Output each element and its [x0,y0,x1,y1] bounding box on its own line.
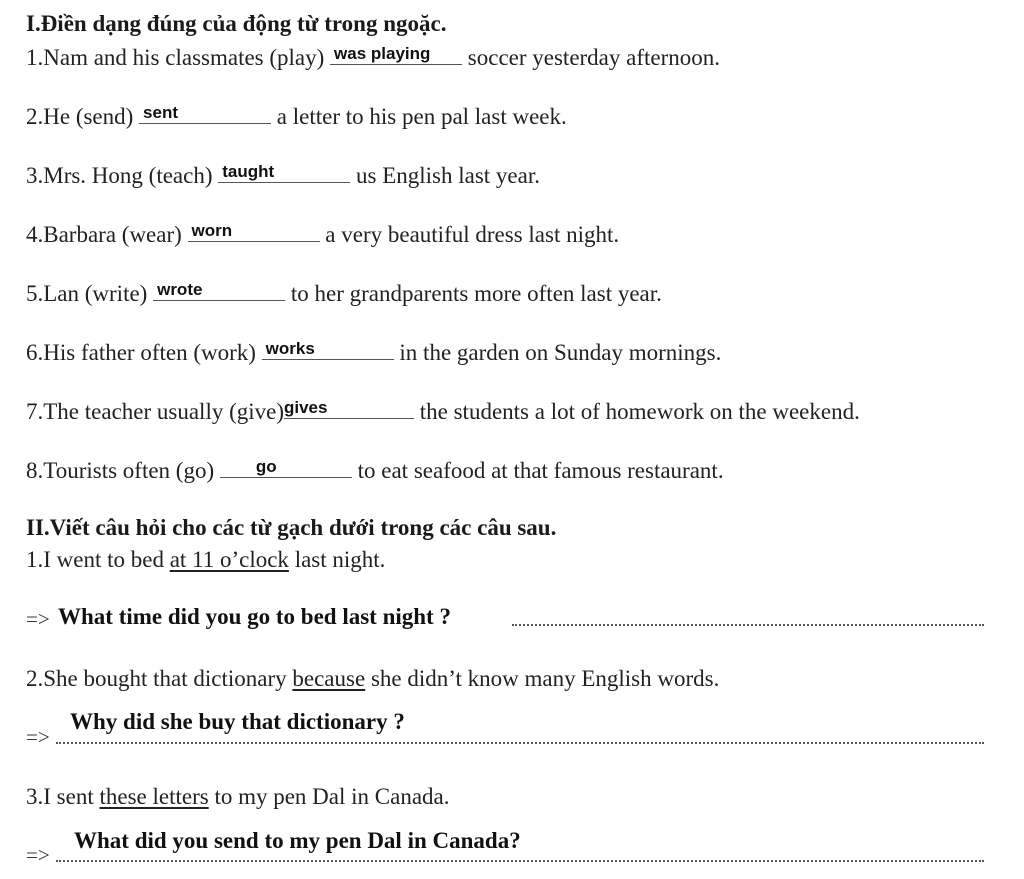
q1-underlined-phrase: at 11 o’clock [169,547,289,572]
exercise-1-item-4 [26,219,619,250]
q2-underlined-phrase: because [292,666,366,691]
item-5-prompt: 5.Lan (write) [26,281,154,306]
q2-answer: Why did she buy that dictionary ? [70,709,405,734]
q2-arrow: => [26,725,50,749]
q3-arrow: => [26,843,50,867]
q3-prompt-end: to my pen Dal in Canada. [208,784,450,809]
item-7-answer: gives [284,398,328,417]
item-1-blank[interactable] [330,42,462,65]
item-4-answer: worn [191,221,233,240]
q1-prompt-end: last night. [288,547,386,572]
item-3-blank[interactable] [218,160,350,183]
q3-prompt-start: 3.I sent [26,784,100,809]
item-6-prompt: 6.His father often (work) [26,340,262,365]
q3-answer: What did you send to my pen Dal in Canada? [74,828,521,853]
item-4-rest: a very beautiful dress last night. [319,222,620,247]
item-8-prompt: 8.Tourists often (go) [26,458,220,483]
item-3-answer: taught [222,162,275,181]
exercise-1-item-3 [26,160,540,191]
q1-answer-dotted-line[interactable] [512,624,984,626]
q1-arrow: => [26,607,50,631]
exercise-2-item-1 [26,545,385,575]
item-1-prompt: 1.Nam and his classmates (play) [26,45,331,70]
q3-answer-dotted-line[interactable] [56,860,984,862]
item-2-answer: sent [143,103,179,122]
item-1-rest: soccer yesterday afternoon. [462,45,721,70]
item-3-prompt: 3.Mrs. Hong (teach) [26,163,219,188]
exercise-1-item-7 [26,396,860,427]
item-5-blank[interactable] [153,278,285,301]
item-7-blank[interactable] [284,396,414,419]
item-5-answer: wrote [157,280,203,299]
exercise-1-item-8 [26,455,724,486]
item-4-blank[interactable] [188,219,320,242]
item-8-rest: to eat seafood at that famous restaurant. [351,458,724,483]
exercise-1-item-1 [26,42,720,73]
q2-prompt-end: she didn’t know many English words. [365,666,720,691]
exercise-1-item-6 [26,337,721,368]
q1-prompt-start: 1.I went to bed [26,547,170,572]
section-2-heading: II.Viết câu hỏi cho các từ gạch dưới trong các câu sau. [26,515,557,540]
item-7-rest: the students a lot of homework on the weekend. [414,399,860,424]
item-4-prompt: 4.Barbara (wear) [26,222,188,247]
item-8-blank[interactable] [220,455,352,478]
item-1-answer: was playing [334,44,431,63]
exercise-2-item-2 [26,664,719,694]
q2-prompt-start: 2.She bought that dictionary [26,666,293,691]
exercise-2-item-3 [26,782,450,812]
item-2-rest: a letter to his pen pal last week. [271,104,567,129]
q3-underlined-phrase: these letters [99,784,209,809]
item-7-prompt: 7.The teacher usually (give) [26,399,284,424]
item-2-blank[interactable] [139,101,271,124]
item-8-answer: go [255,457,277,476]
item-6-blank[interactable] [262,337,394,360]
exercise-1-item-5 [26,278,662,309]
section-1-heading: I.Điền dạng đúng của động từ trong ngoặc. [26,11,447,36]
exercise-1-item-2 [26,101,567,132]
item-2-prompt: 2.He (send) [26,104,140,129]
item-6-rest: in the garden on Sunday mornings. [393,340,722,365]
q2-answer-dotted-line[interactable] [56,742,984,744]
item-5-rest: to her grandparents more often last year. [285,281,662,306]
item-6-answer: works [265,339,315,358]
item-3-rest: us English last year. [350,163,540,188]
q1-answer: What time did you go to bed last night ? [58,604,451,629]
